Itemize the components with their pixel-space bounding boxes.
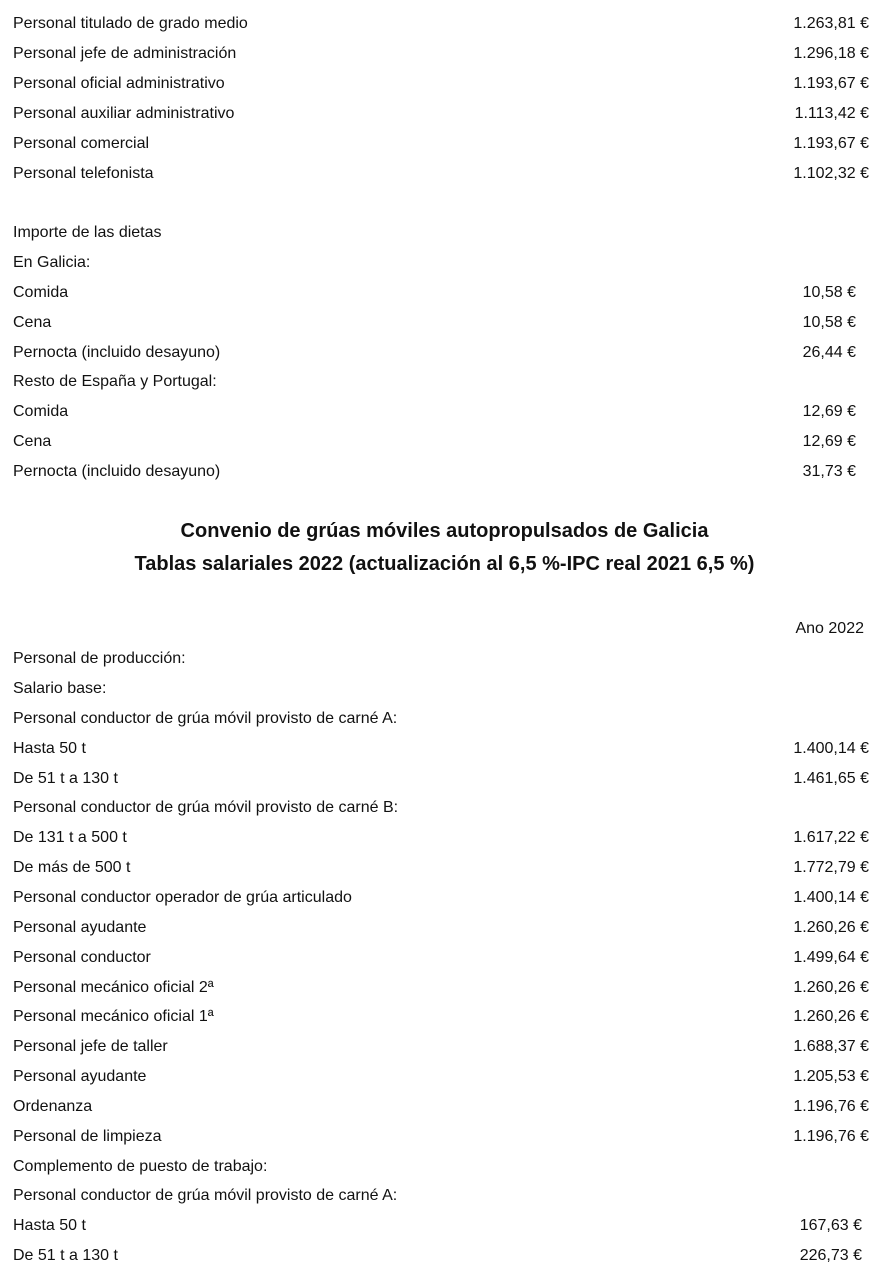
table-row: [0, 281, 889, 305]
column-header: [0, 617, 889, 641]
table-row: [0, 12, 889, 36]
row-label: Personal auxiliar administrativo: [13, 105, 235, 122]
row-value: 167,63 €: [799, 1217, 862, 1234]
row-value: 10,58 €: [802, 314, 856, 331]
section-title: Convenio de grúas móviles autopropulsados de Galicia: [180, 520, 709, 542]
table-row: [0, 1065, 889, 1089]
dietas-heading: Importe de las dietas: [13, 224, 162, 241]
row-label: Pernocta (incluido desayuno): [13, 344, 221, 361]
table-row: [0, 1125, 889, 1149]
row-value: 1.296,18 €: [793, 45, 869, 62]
row-label: Personal oficial administrativo: [13, 75, 225, 92]
row-label: Comida: [13, 403, 69, 420]
row-label: Personal de producción:: [13, 650, 186, 667]
year-header: Ano 2022: [795, 620, 864, 637]
row-value: 1.263,81 €: [793, 15, 869, 32]
row-value: 12,69 €: [802, 403, 856, 420]
table-row: [0, 42, 889, 66]
table-row: [0, 737, 889, 761]
table-row: [0, 72, 889, 96]
row-label: Personal conductor de grúa móvil provisto de carné A:: [13, 1187, 398, 1204]
table-row: [0, 647, 889, 671]
table-row: [0, 430, 889, 454]
row-label: Cena: [13, 314, 52, 331]
row-value: 1.617,22 €: [793, 829, 869, 846]
table-row: [0, 826, 889, 850]
row-value: 31,73 €: [802, 463, 856, 480]
resto-heading: Resto de España y Portugal:: [13, 373, 217, 390]
row-value: 226,73 €: [799, 1247, 862, 1264]
table-row: [0, 1155, 889, 1179]
table-row: [0, 341, 889, 365]
row-label: Personal conductor de grúa móvil provisto de carné B:: [13, 799, 399, 816]
row-label: De 131 t a 500 t: [13, 829, 127, 846]
row-value: 10,58 €: [802, 284, 856, 301]
row-value: 1.196,76 €: [793, 1128, 869, 1145]
row-value: 1.102,32 €: [793, 165, 869, 182]
row-value: 1.193,67 €: [793, 75, 869, 92]
table-row: [0, 707, 889, 731]
row-label: De 51 t a 130 t: [13, 770, 118, 787]
row-value: 1.193,67 €: [793, 135, 869, 152]
table-row: [0, 1095, 889, 1119]
row-value: 1.196,76 €: [793, 1098, 869, 1115]
row-value: 1.260,26 €: [793, 919, 869, 936]
table-row: [0, 856, 889, 880]
table-row: [0, 1244, 889, 1268]
row-label: Personal ayudante: [13, 919, 147, 936]
row-label: Personal jefe de administración: [13, 45, 237, 62]
table-row: [0, 796, 889, 820]
row-label: Personal conductor de grúa móvil provisto de carné A:: [13, 710, 398, 727]
row-value: 1.400,14 €: [793, 889, 869, 906]
row-label: Ordenanza: [13, 1098, 93, 1115]
table-row: [0, 946, 889, 970]
table-row: [0, 1184, 889, 1208]
row-label: Personal conductor operador de grúa articulado: [13, 889, 352, 906]
row-label: Personal conductor: [13, 949, 151, 966]
row-value: 12,69 €: [802, 433, 856, 450]
table-row: [0, 1214, 889, 1238]
row-label: Personal mecánico oficial 1ª: [13, 1008, 214, 1025]
table-row: [0, 1005, 889, 1029]
row-value: 1.260,26 €: [793, 1008, 869, 1025]
row-label: Personal de limpieza: [13, 1128, 162, 1145]
row-value: 1.461,65 €: [793, 770, 869, 787]
table-row: [0, 162, 889, 186]
table-row: [0, 916, 889, 940]
row-value: 1.499,64 €: [793, 949, 869, 966]
section-subheading: [0, 370, 889, 394]
row-value: 1.260,26 €: [793, 979, 869, 996]
row-value: 1.772,79 €: [793, 859, 869, 876]
row-value: 1.205,53 €: [793, 1068, 869, 1085]
row-label: Comida: [13, 284, 69, 301]
row-label: Personal telefonista: [13, 165, 154, 182]
row-label: Hasta 50 t: [13, 740, 86, 757]
row-label: De 51 t a 130 t: [13, 1247, 118, 1264]
row-label: Hasta 50 t: [13, 1217, 86, 1234]
galicia-heading: En Galicia:: [13, 254, 91, 271]
table-row: [0, 677, 889, 701]
row-value: 26,44 €: [802, 344, 856, 361]
table-row: [0, 886, 889, 910]
section-subtitle: Tablas salariales 2022 (actualización al 6,5 %-IPC real 2021 6,5 %): [134, 553, 755, 575]
row-label: Personal comercial: [13, 135, 150, 152]
row-value: 1.688,37 €: [793, 1038, 869, 1055]
table-row: [0, 132, 889, 156]
table-row: [0, 102, 889, 126]
row-label: Cena: [13, 433, 52, 450]
table-row: [0, 767, 889, 791]
section-subheading: [0, 251, 889, 275]
row-label: Complemento de puesto de trabajo:: [13, 1158, 268, 1175]
row-value: 1.113,42 €: [794, 105, 869, 122]
table-row: [0, 1035, 889, 1059]
section-heading: [0, 221, 889, 245]
row-label: Salario base:: [13, 680, 107, 697]
row-label: Personal jefe de taller: [13, 1038, 168, 1055]
row-label: Personal titulado de grado medio: [13, 15, 248, 32]
row-label: De más de 500 t: [13, 859, 131, 876]
row-value: 1.400,14 €: [793, 740, 869, 757]
table-row: [0, 311, 889, 335]
row-label: Personal ayudante: [13, 1068, 147, 1085]
table-row: [0, 460, 889, 484]
table-row: [0, 400, 889, 424]
table-row: [0, 976, 889, 1000]
row-label: Pernocta (incluido desayuno): [13, 463, 221, 480]
row-label: Personal mecánico oficial 2ª: [13, 979, 214, 996]
